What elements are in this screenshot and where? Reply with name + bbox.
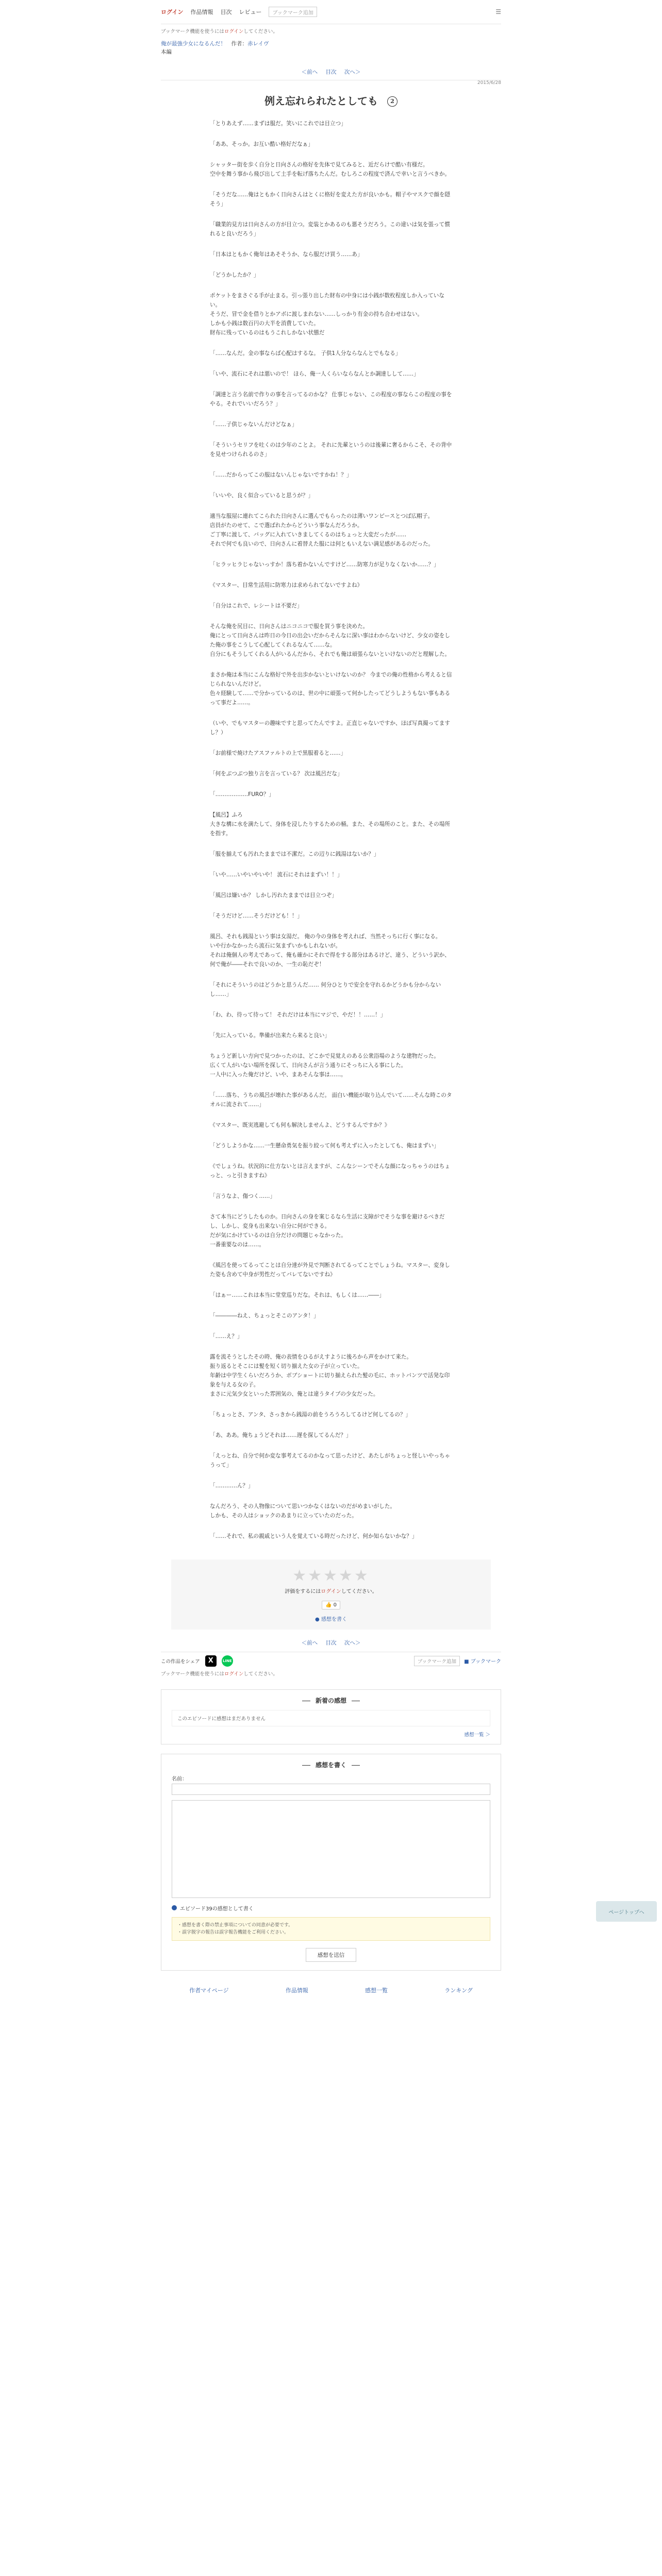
novel-title-link[interactable]: 俺が最強少女になるんだ！ bbox=[161, 41, 226, 47]
recent-title: 新着の感想 bbox=[315, 1697, 346, 1704]
nav-index[interactable]: 目次 bbox=[220, 9, 232, 15]
paragraph: 「いや、流石にそれは悪いので！ ほら、俺一人くらいならなんとか調達しして……」 bbox=[210, 370, 419, 377]
paragraph: 「ああ、そっか。お互い酷い格好だなぁ」 bbox=[210, 141, 313, 147]
paragraph: （いや、でもマスターの趣味ですと思ってたんですよ。正直じゃないですか、ほぼ写真撮ってますし？） bbox=[210, 720, 450, 736]
author-link[interactable]: 赤レイヴ bbox=[247, 41, 269, 47]
paragraph: 「職業的見方は日向さんの方が目立つ。変装とかあるのも悪そうだろう。この違いは気を張って慣れると良いだろう」 bbox=[210, 221, 450, 237]
paragraph: 「…………ん？」 bbox=[210, 1482, 254, 1489]
write-title: 感想を書く bbox=[315, 1761, 346, 1769]
paragraph: 「そうだな……俺はともかく日向さんはとくに格好を変えた方が良いかも。帽子やマスクで顔を隠そう」 bbox=[210, 191, 451, 207]
paragraph: 「風呂は嫌いか？ しかし汚れたままでは目立つぞ」 bbox=[210, 892, 338, 899]
radio-icon[interactable] bbox=[172, 1905, 177, 1910]
paragraph: 「お前様で焼けたアスファルトの上で黒服着ると……」 bbox=[210, 750, 346, 756]
paragraph: 「――――ねえ、ちょっとそこのアンタ！」 bbox=[210, 1312, 319, 1319]
paragraph: 《でしょうね。状況的に仕方ないとは言えますが、こんなシーンでそんな顔になっちゃうのはちょっと、っと引きますね》 bbox=[210, 1163, 450, 1179]
paragraph: 「どうかしたか？」 bbox=[210, 272, 259, 278]
footer-ranking[interactable]: ランキング bbox=[444, 1987, 473, 1994]
novel-meta: 俺が最強少女になるんだ！ 作者：赤レイヴ 本編 bbox=[161, 38, 501, 58]
prev-link[interactable]: ＜前へ bbox=[301, 69, 318, 75]
footer-impressions[interactable]: 感想一覧 bbox=[365, 1987, 388, 1994]
top-navigation bbox=[161, 0, 501, 24]
impression-list-link[interactable]: 感想一覧 ＞ bbox=[464, 1732, 490, 1738]
next-link-bottom[interactable]: 次へ＞ bbox=[344, 1639, 361, 1646]
episode-title: 例え忘れられたとしても 2 bbox=[161, 93, 501, 108]
paragraph: 「先に入っている。準備が出来たら来ると良い」 bbox=[210, 1032, 330, 1039]
bookmark-notice-bottom: ブックマーク機能を使うにはログインしてください。 bbox=[161, 1671, 278, 1677]
nav-novel-info[interactable]: 作品情報 bbox=[190, 9, 213, 15]
name-input[interactable] bbox=[172, 1784, 490, 1795]
paragraph: 「はぁー……これは本当に堂堂巡りだな。それは、もしくは……――」 bbox=[210, 1292, 385, 1298]
index-link[interactable]: 目次 bbox=[325, 69, 337, 75]
notice-login-link[interactable]: ログイン bbox=[224, 29, 244, 35]
episode-date: 2015/6/28 bbox=[477, 80, 501, 86]
paragraph: 「自分はこれで、レシートは不要だ」 bbox=[210, 602, 303, 609]
bottom-pager bbox=[161, 1639, 501, 1647]
paragraph: 「……え？」 bbox=[210, 1333, 243, 1340]
paragraph: 露を流そうとしたその時、俺の表情をひるがえすように後ろから声をかけて来た。 振り返るとそこには髪を短く切り揃えた女の子が立っていた。 年齢は中学生くらいだろうか、ボブショートに切り揃えられた髪の毛に、ホットパンツで活発な印象を与える女の子。 まさに元気少女といった雰囲気の、俺とは違うタイプの少女だった。 bbox=[210, 1353, 450, 1397]
novel-section: 本編 bbox=[161, 49, 172, 56]
rating-section bbox=[171, 1560, 491, 1630]
recent-empty-message: このエピソードに感想はまだありません bbox=[172, 1710, 490, 1726]
paragraph: ちょうど新しい方向で見つかったのは、どこかで見覚えのある公衆浴場のような建物だった。 広くて人がいない場所を探して、日向さんが言う通りにそっちに入る事にした。 一人中に入った俺だけど、いや、まあそんな事は……。 bbox=[210, 1053, 439, 1078]
paragraph: 「何をぶつぶつ独り言を言っている？ 次は風呂だな」 bbox=[210, 770, 343, 777]
paragraph: 《マスター、既実逃避しても何も解決しませんよ、どうするんですか？》 bbox=[210, 1122, 390, 1128]
nav-review[interactable]: レビュー bbox=[239, 9, 262, 15]
paragraph: 「いいや、良く似合っていると思うが？」 bbox=[210, 492, 314, 499]
bookmark-add-input[interactable]: ブックマーク追加 bbox=[269, 7, 317, 17]
paragraph: 「……それで、私の親戚という人を覚えている時だったけど、何か知らないかな？」 bbox=[210, 1533, 418, 1539]
paragraph: 「そうだけど……そうだけども！！」 bbox=[210, 912, 303, 919]
rating-login-link[interactable]: ログイン bbox=[321, 1588, 341, 1595]
impression-textarea[interactable] bbox=[172, 1800, 490, 1898]
paragraph: 「いや……いやいやいや！ 流石にそれはまずい！！」 bbox=[210, 871, 343, 878]
paragraph: シャッター街を歩く自分と日向さんの格好を先体で見てみると、近だらけで酷い有様だ。 空中を舞う事から飛び出して土手を転げ落ちたんだ。むしろこの程度で済んで幸いと言うべきか。 bbox=[210, 161, 451, 177]
paragraph: 《マスター、目常生活用に防寒力は求められてないですよね》 bbox=[210, 582, 363, 588]
form-notice: ・感想を書く際の禁止事項についての同意が必要です。 ・誤字脱字の報告は誤字報告機能をご利用ください。 bbox=[172, 1917, 490, 1941]
next-link[interactable]: 次へ＞ bbox=[344, 69, 361, 75]
index-link-bottom[interactable]: 目次 bbox=[325, 1639, 337, 1646]
share-label: この作品をシェア bbox=[161, 1658, 200, 1665]
page-top-button[interactable]: ページトップへ bbox=[596, 1901, 657, 1922]
paragraph: 適当な服屋に連れてこられた日向さんに選んでもらったのは薄いワンピースとつば広帽子。 店員がたのせて、こで選ばれたからどういう事なんだろうか。 ご丁寧に渡して、バッグに入れていきましてくるのはちょっと大変だったが…… それで何でも良いので、日向さんに着替えた服には何ともいえない満足感があるのだった。 bbox=[210, 513, 434, 547]
line-share-icon[interactable]: LINE bbox=[222, 1655, 233, 1667]
paragraph: そんな俺を尻目に、日向さんはニコニコで服を買う事を決めた。 俺にとって日向さんは昨日の今日の出会いだからそんなに深い事はわからないけど、少女の姿をした俺の事をこうして心配してくれるなんて……な。 自分にもそうしてくれる人がいるんだから、それでも俺は頑張らないといけないのだと理解した。 bbox=[210, 623, 451, 657]
paragraph: なんだろう、その人物像について思いつかなくはないのだがめまいがした。 しかも、その人はショックのあまりに立っていたのだった。 bbox=[210, 1503, 395, 1519]
paragraph: 「あ、ああ。俺ちょうどそれは……遅を探してるんだ？」 bbox=[210, 1432, 352, 1438]
paragraph: 「服を揃えても汚れたままでは不潔だ。この辺りに銭湯はないか？」 bbox=[210, 851, 379, 857]
paragraph: 「とりあえず……まずは服だ。笑いにこれでは目立つ」 bbox=[210, 120, 346, 127]
recent-impressions bbox=[161, 1689, 501, 1744]
rating-note: 評価をするにはログインしてください。 bbox=[285, 1588, 377, 1595]
bookmark-add-button[interactable]: ブックマーク追加 bbox=[414, 1656, 460, 1666]
paragraph: 「……なんだ。金の事ならば心配はするな。 子供1人分ならなんとでもなる」 bbox=[210, 350, 401, 357]
paragraph: 「それにそういうのはどうかと思うんだ…… 何分ひとりで安全を守れるかどうかも分からないし……」 bbox=[210, 981, 441, 997]
paragraph: 【風呂】ふろ 大きな構に水を満たして、身体を浸したりするための桶。また、その場所のこと。また、その場所を指す。 bbox=[210, 811, 450, 837]
paragraph: 「言うなよ、傷つく……」 bbox=[210, 1193, 276, 1199]
paragraph: 「……だからってこの服はないんじゃないですかね！？」 bbox=[210, 471, 352, 478]
paragraph: 「ちょっとさ、アンタ、さっきから銭湯の前をうろうろしてるけど何してるの？」 bbox=[210, 1411, 411, 1418]
write-impression-form bbox=[161, 1754, 501, 1971]
top-pager bbox=[161, 68, 501, 76]
footer-novel-info[interactable]: 作品情報 bbox=[285, 1987, 308, 1994]
login-link[interactable]: ログイン bbox=[161, 9, 184, 15]
share-row bbox=[161, 1655, 501, 1667]
episode-radio[interactable]: エピソード39の感想として書く bbox=[172, 1904, 490, 1912]
write-impression-link[interactable]: ● 感想を書く bbox=[315, 1616, 347, 1622]
x-share-icon[interactable]: X bbox=[205, 1655, 217, 1667]
footer-author-page[interactable]: 作者マイページ bbox=[189, 1987, 229, 1994]
like-button[interactable]: 👍 0 bbox=[322, 1601, 340, 1609]
bookmark-link[interactable]: ■ ブックマーク bbox=[464, 1659, 501, 1665]
paragraph: 《風呂を使ってるってことは自分達が外見で判断されてるってことでしょうね。マスター、変身した姿も含めて中身が男性だってバレてないですね》 bbox=[210, 1262, 450, 1278]
name-label: 名前： bbox=[172, 1776, 187, 1782]
paragraph: 「………………FURO？」 bbox=[210, 791, 274, 798]
episode-number: 2 bbox=[387, 96, 398, 107]
bookmark-notice: ブックマーク機能を使うにはログインしてください。 bbox=[161, 29, 278, 35]
paragraph: 風呂、それも銭湯という事は女湯だ。 俺の今の身体を考えれば、当然そっちに行く事になる。 いや行かなかったら流石に気まずいかもしれないが。 それは俺個人の考えであって、俺も確かにそれで得をする部分はあるけど、違う、どういう訳か、何で俺が――それで良いのか、一生の恥だぞ！ bbox=[210, 933, 450, 968]
paragraph: 「ヒラッヒラじゃないっすか！落ち着かないんですけど……防寒力が足りなくないか……？」 bbox=[210, 561, 439, 568]
episode-body bbox=[210, 119, 452, 1541]
paragraph: 「日本はともかく俺年はあそそうか、なら服だけ買う……あ」 bbox=[210, 251, 363, 258]
notice-login-link-bottom[interactable]: ログイン bbox=[224, 1671, 244, 1677]
paragraph: 「わ、わ、待って待って！ それだけは本当にマジで、やだ！！……！」 bbox=[210, 1011, 386, 1018]
paragraph: 「……子供じゃないんだけどなぁ」 bbox=[210, 421, 297, 428]
paragraph: 「そういうセリフを吐くのは少年のことよ。 それに先輩というのは後輩に奢るからこそ、その背中を見せつけられるのさ」 bbox=[210, 442, 452, 457]
paragraph: 「どうしようかな……一生懸命勇気を振り絞って何も考えずに入ったとしても、俺はまずい」 bbox=[210, 1142, 439, 1149]
prev-link-bottom[interactable]: ＜前へ bbox=[301, 1639, 318, 1646]
paragraph: 「調達と言う名前で作りの事を言ってるのかな？ 仕事じゃない、この程度の事ならこの程度の事をやる。それでいいだろう？」 bbox=[210, 391, 452, 407]
paragraph: 「……落ち、うちの風呂が壊れた事があるんだ。 面白い機能が取り込んでいて……そんな時このタオルに流されて……」 bbox=[210, 1092, 452, 1108]
menu-icon[interactable]: ☰ bbox=[495, 8, 501, 15]
submit-impression-button[interactable]: 感想を送信 bbox=[306, 1948, 357, 1962]
star-rating[interactable]: ★★★★★ bbox=[292, 1566, 370, 1585]
paragraph: ポケットをまさぐる手が止まる。引っ張り出した財布の中身には小銭が数枚程度しか入っていない。 そうだ、冒で金を借りとかアボに渡しまれない……しっかり有金の持ち合わせはない。 しかも小銭は数百円の大半を消費していた。 財布に残っているのはもうこれしかない状態だ bbox=[210, 292, 444, 336]
paragraph: さて本当にどうしたものか。日向さんの身を案じるなら生活に支障がでそうな事を避けるべきだし、しかし、変身も出来ない自分に何ができる。 だが気にかけているのは自分だけの問題じゃなかった。 一番重要なのは……。 bbox=[210, 1213, 445, 1248]
footer-nav bbox=[161, 1986, 501, 1994]
paragraph: 「えっとね、自分で何か変な事考えてるのかなって思ったけど、あたしがちょっと怪しいやっちゃうって」 bbox=[210, 1452, 451, 1468]
paragraph: まさか俺は本当にこんな格好で外を出歩かないといけないのか？ 今までの俺の性格から考えると信じられないんだけど。 色々経験して……で分かっているのは、世の中に頑張って何かしたってどうしようもない事もあるって事だよ……。 bbox=[210, 671, 452, 706]
